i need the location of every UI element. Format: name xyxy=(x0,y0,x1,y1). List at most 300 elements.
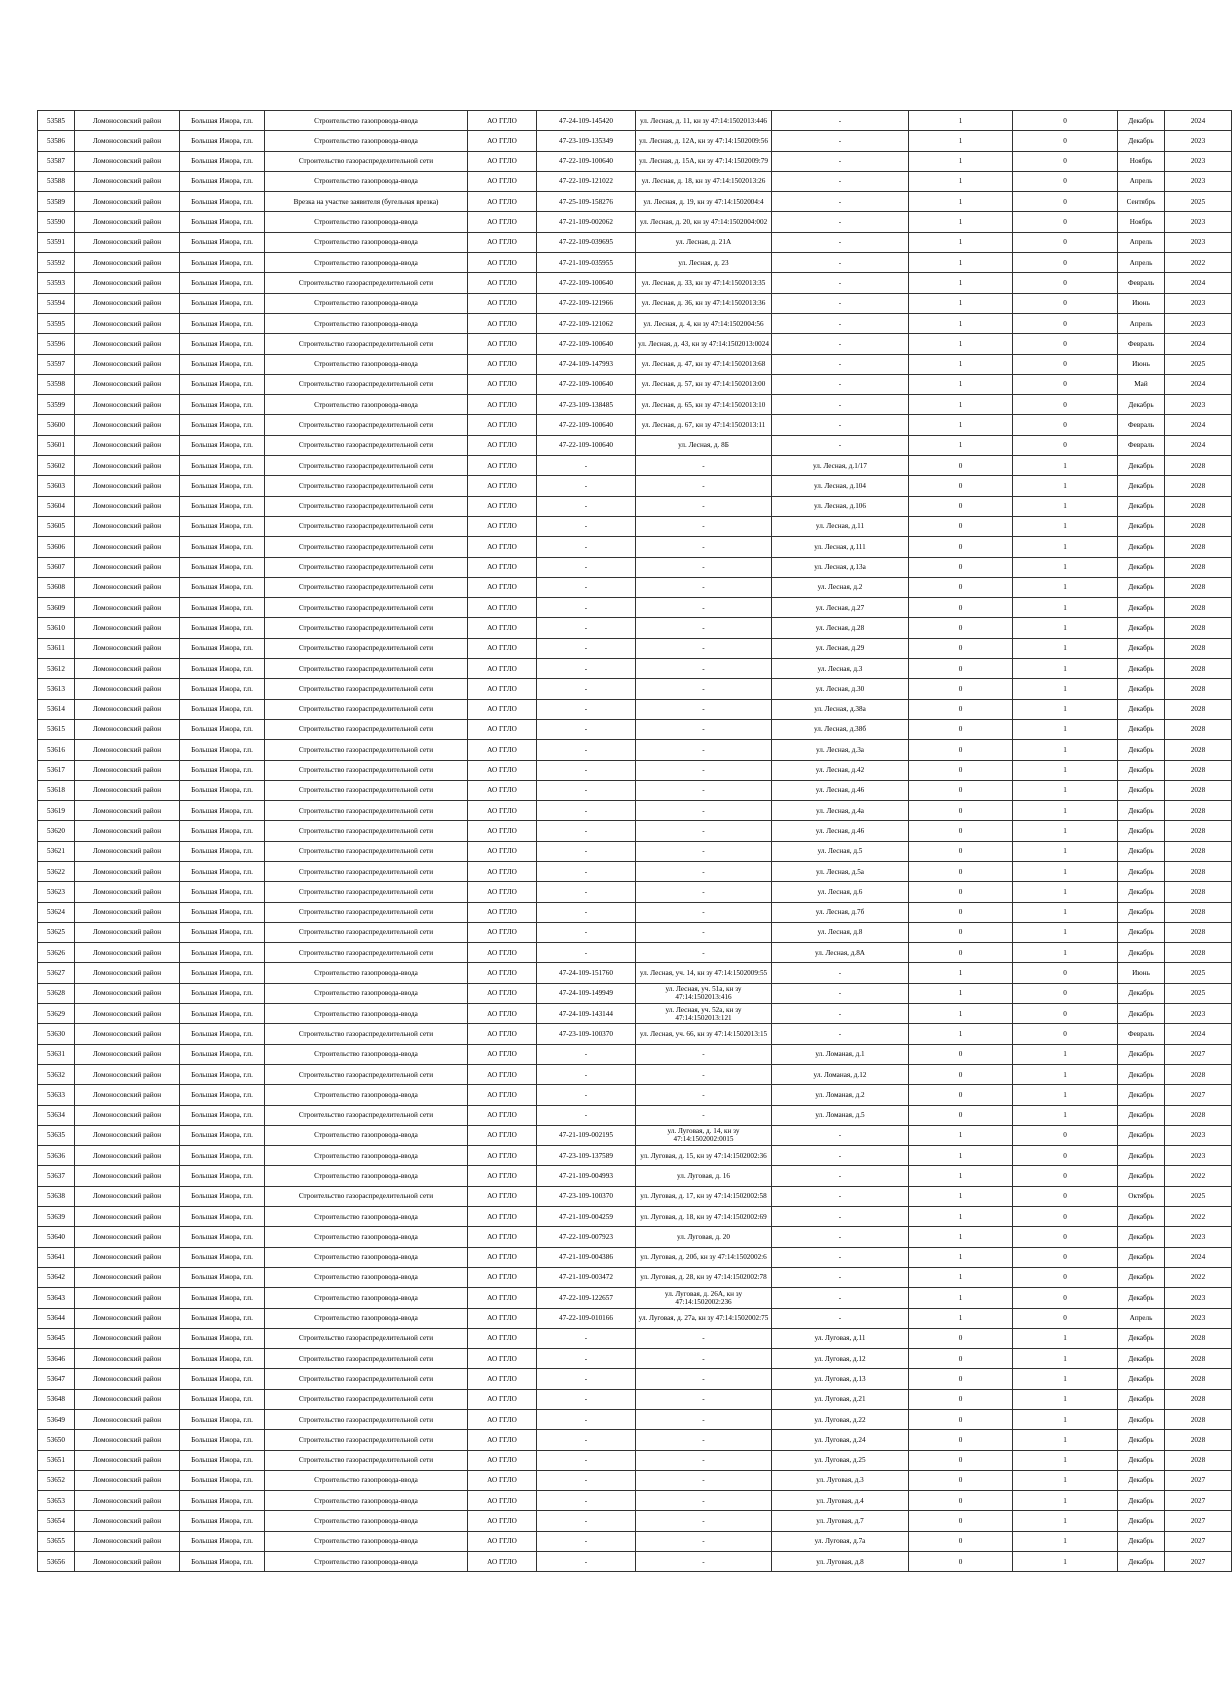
applicant-address-cell: ул. Лесная, уч. 14, кн зу 47:14:1502009:55 xyxy=(636,963,772,983)
year-cell: 2028 xyxy=(1165,1410,1232,1430)
settlement-cell: Большая Ижора, г.п. xyxy=(180,395,265,415)
work-type-cell: Строительство газопровода-ввода xyxy=(265,253,468,273)
object-address-cell: - xyxy=(772,293,909,313)
year-cell: 2028 xyxy=(1165,699,1232,719)
table-row xyxy=(38,882,1232,902)
contract-number-cell: - xyxy=(537,1044,636,1064)
object-address-cell: - xyxy=(772,273,909,293)
row-number-cell: 53638 xyxy=(38,1186,75,1206)
work-type-cell: Строительство газораспределительной сети xyxy=(265,415,468,435)
settlement-cell: Большая Ижора, г.п. xyxy=(180,111,265,131)
object-address-cell: - xyxy=(772,1004,909,1024)
contract-number-cell: - xyxy=(537,1470,636,1490)
organization-cell: АО ГГЛО xyxy=(468,1186,537,1206)
contract-flag-cell: 1 xyxy=(909,212,1013,232)
contract-number-cell: 47-21-109-003472 xyxy=(537,1267,636,1287)
object-address-cell: ул. Лесная, д.1/17 xyxy=(772,456,909,476)
plan-flag-cell: 1 xyxy=(1013,1085,1118,1105)
plan-flag-cell: 0 xyxy=(1013,963,1118,983)
contract-number-cell: - xyxy=(537,699,636,719)
work-type-cell: Строительство газораспределительной сети xyxy=(265,618,468,638)
plan-flag-cell: 1 xyxy=(1013,679,1118,699)
settlement-cell: Большая Ижора, г.п. xyxy=(180,435,265,455)
district-cell: Ломоносовский район xyxy=(75,1531,180,1551)
plan-flag-cell: 0 xyxy=(1013,1024,1118,1044)
month-cell: Декабрь xyxy=(1118,821,1165,841)
plan-flag-cell: 1 xyxy=(1013,557,1118,577)
organization-cell: АО ГГЛО xyxy=(468,313,537,333)
settlement-cell: Большая Ижора, г.п. xyxy=(180,253,265,273)
row-number-cell: 53628 xyxy=(38,983,75,1003)
plan-flag-cell: 0 xyxy=(1013,192,1118,212)
applicant-address-cell: ул. Лесная, д. 23 xyxy=(636,253,772,273)
plan-flag-cell: 1 xyxy=(1013,740,1118,760)
applicant-address-cell: ул. Лесная, д. 36, кн зу 47:14:1502013:36 xyxy=(636,293,772,313)
organization-cell: АО ГГЛО xyxy=(468,801,537,821)
settlement-cell: Большая Ижора, г.п. xyxy=(180,1328,265,1348)
table-row xyxy=(38,679,1232,699)
work-type-cell: Строительство газораспределительной сети xyxy=(265,1450,468,1470)
district-cell: Ломоносовский район xyxy=(75,476,180,496)
district-cell: Ломоносовский район xyxy=(75,313,180,333)
contract-number-cell: 47-22-109-100640 xyxy=(537,273,636,293)
district-cell: Ломоносовский район xyxy=(75,577,180,597)
month-cell: Декабрь xyxy=(1118,1389,1165,1409)
applicant-address-cell: - xyxy=(636,516,772,536)
plan-flag-cell: 0 xyxy=(1013,232,1118,252)
work-type-cell: Строительство газопровода-ввода xyxy=(265,212,468,232)
settlement-cell: Большая Ижора, г.п. xyxy=(180,1511,265,1531)
contract-flag-cell: 1 xyxy=(909,171,1013,191)
month-cell: Декабрь xyxy=(1118,1004,1165,1024)
month-cell: Декабрь xyxy=(1118,719,1165,739)
row-number-cell: 53592 xyxy=(38,253,75,273)
contract-flag-cell: 0 xyxy=(909,598,1013,618)
object-address-cell: ул. Лесная, д.13а xyxy=(772,557,909,577)
settlement-cell: Большая Ижора, г.п. xyxy=(180,1369,265,1389)
settlement-cell: Большая Ижора, г.п. xyxy=(180,922,265,942)
organization-cell: АО ГГЛО xyxy=(468,638,537,658)
table-row xyxy=(38,131,1232,151)
settlement-cell: Большая Ижора, г.п. xyxy=(180,557,265,577)
work-type-cell: Строительство газопровода-ввода xyxy=(265,1552,468,1572)
applicant-address-cell: - xyxy=(636,841,772,861)
district-cell: Ломоносовский район xyxy=(75,192,180,212)
month-cell: Июнь xyxy=(1118,354,1165,374)
applicant-address-cell: - xyxy=(636,902,772,922)
contract-flag-cell: 0 xyxy=(909,943,1013,963)
plan-flag-cell: 0 xyxy=(1013,1267,1118,1287)
table-row xyxy=(38,192,1232,212)
applicant-address-cell: - xyxy=(636,1491,772,1511)
table-row xyxy=(38,922,1232,942)
table-row xyxy=(38,1511,1232,1531)
object-address-cell: - xyxy=(772,415,909,435)
applicant-address-cell: ул. Лесная, д. 15А, кн зу 47:14:1502009:79 xyxy=(636,151,772,171)
row-number-cell: 53593 xyxy=(38,273,75,293)
contract-flag-cell: 0 xyxy=(909,841,1013,861)
organization-cell: АО ГГЛО xyxy=(468,1349,537,1369)
row-number-cell: 53586 xyxy=(38,131,75,151)
applicant-address-cell: - xyxy=(636,557,772,577)
table-row xyxy=(38,273,1232,293)
applicant-address-cell: - xyxy=(636,801,772,821)
row-number-cell: 53621 xyxy=(38,841,75,861)
settlement-cell: Большая Ижора, г.п. xyxy=(180,1044,265,1064)
object-address-cell: - xyxy=(772,1024,909,1044)
month-cell: Февраль xyxy=(1118,273,1165,293)
contract-number-cell: 47-24-109-143144 xyxy=(537,1004,636,1024)
work-type-cell: Врезка на участке заявителя (бугельная врезка) xyxy=(265,192,468,212)
applicant-address-cell: ул. Лесная, д. 67, кн зу 47:14:1502013:11 xyxy=(636,415,772,435)
table-row xyxy=(38,1349,1232,1369)
plan-flag-cell: 1 xyxy=(1013,861,1118,881)
contract-number-cell: - xyxy=(537,496,636,516)
work-type-cell: Строительство газораспределительной сети xyxy=(265,679,468,699)
plan-flag-cell: 1 xyxy=(1013,516,1118,536)
month-cell: Декабрь xyxy=(1118,1207,1165,1227)
plan-flag-cell: 0 xyxy=(1013,334,1118,354)
object-address-cell: ул. Луговая, д.25 xyxy=(772,1450,909,1470)
work-type-cell: Строительство газопровода-ввода xyxy=(265,354,468,374)
work-type-cell: Строительство газораспределительной сети xyxy=(265,1024,468,1044)
year-cell: 2023 xyxy=(1165,232,1232,252)
month-cell: Июнь xyxy=(1118,963,1165,983)
year-cell: 2024 xyxy=(1165,415,1232,435)
object-address-cell: ул. Лесная, д.8 xyxy=(772,922,909,942)
applicant-address-cell: ул. Лесная, д. 20, кн зу 47:14:1502004:002 xyxy=(636,212,772,232)
table-row xyxy=(38,496,1232,516)
year-cell: 2028 xyxy=(1165,719,1232,739)
year-cell: 2028 xyxy=(1165,659,1232,679)
work-type-cell: Строительство газораспределительной сети xyxy=(265,882,468,902)
object-address-cell: ул. Луговая, д.13 xyxy=(772,1369,909,1389)
settlement-cell: Большая Ижора, г.п. xyxy=(180,1470,265,1490)
contract-flag-cell: 0 xyxy=(909,577,1013,597)
applicant-address-cell: ул. Лесная, д. 4, кн зу 47:14:1502004:56 xyxy=(636,313,772,333)
contract-number-cell: 47-22-109-100640 xyxy=(537,334,636,354)
row-number-cell: 53601 xyxy=(38,435,75,455)
row-number-cell: 53654 xyxy=(38,1511,75,1531)
year-cell: 2025 xyxy=(1165,354,1232,374)
contract-flag-cell: 1 xyxy=(909,273,1013,293)
district-cell: Ломоносовский район xyxy=(75,821,180,841)
district-cell: Ломоносовский район xyxy=(75,171,180,191)
row-number-cell: 53647 xyxy=(38,1369,75,1389)
organization-cell: АО ГГЛО xyxy=(468,1125,537,1145)
row-number-cell: 53608 xyxy=(38,577,75,597)
work-type-cell: Строительство газопровода-ввода xyxy=(265,1125,468,1145)
settlement-cell: Большая Ижора, г.п. xyxy=(180,1410,265,1430)
year-cell: 2024 xyxy=(1165,1024,1232,1044)
contract-flag-cell: 0 xyxy=(909,537,1013,557)
work-type-cell: Строительство газораспределительной сети xyxy=(265,516,468,536)
work-type-cell: Строительство газораспределительной сети xyxy=(265,760,468,780)
table-row xyxy=(38,740,1232,760)
settlement-cell: Большая Ижора, г.п. xyxy=(180,659,265,679)
settlement-cell: Большая Ижора, г.п. xyxy=(180,1552,265,1572)
plan-flag-cell: 1 xyxy=(1013,902,1118,922)
plan-flag-cell: 0 xyxy=(1013,131,1118,151)
contract-number-cell: - xyxy=(537,922,636,942)
district-cell: Ломоносовский район xyxy=(75,1389,180,1409)
object-address-cell: - xyxy=(772,151,909,171)
table-row xyxy=(38,841,1232,861)
object-address-cell: ул. Лесная, д.106 xyxy=(772,496,909,516)
month-cell: Декабрь xyxy=(1118,679,1165,699)
row-number-cell: 53646 xyxy=(38,1349,75,1369)
month-cell: Декабрь xyxy=(1118,131,1165,151)
settlement-cell: Большая Ижора, г.п. xyxy=(180,780,265,800)
organization-cell: АО ГГЛО xyxy=(468,334,537,354)
row-number-cell: 53594 xyxy=(38,293,75,313)
contract-number-cell: - xyxy=(537,1531,636,1551)
contract-flag-cell: 1 xyxy=(909,354,1013,374)
work-type-cell: Строительство газораспределительной сети xyxy=(265,537,468,557)
plan-flag-cell: 1 xyxy=(1013,1389,1118,1409)
work-type-cell: Строительство газораспределительной сети xyxy=(265,598,468,618)
settlement-cell: Большая Ижора, г.п. xyxy=(180,456,265,476)
work-type-cell: Строительство газораспределительной сети xyxy=(265,943,468,963)
contract-flag-cell: 0 xyxy=(909,638,1013,658)
contract-number-cell: 47-23-109-138485 xyxy=(537,395,636,415)
contract-flag-cell: 1 xyxy=(909,1146,1013,1166)
object-address-cell: ул. Луговая, д.24 xyxy=(772,1430,909,1450)
object-address-cell: - xyxy=(772,395,909,415)
row-number-cell: 53649 xyxy=(38,1410,75,1430)
table-row xyxy=(38,943,1232,963)
settlement-cell: Большая Ижора, г.п. xyxy=(180,598,265,618)
table-row xyxy=(38,1207,1232,1227)
organization-cell: АО ГГЛО xyxy=(468,516,537,536)
organization-cell: АО ГГЛО xyxy=(468,1247,537,1267)
organization-cell: АО ГГЛО xyxy=(468,131,537,151)
contract-number-cell: 47-22-109-007923 xyxy=(537,1227,636,1247)
contract-flag-cell: 1 xyxy=(909,111,1013,131)
district-cell: Ломоносовский район xyxy=(75,1430,180,1450)
contract-flag-cell: 0 xyxy=(909,1369,1013,1389)
table-row xyxy=(38,1430,1232,1450)
month-cell: Декабрь xyxy=(1118,1470,1165,1490)
year-cell: 2023 xyxy=(1165,1288,1232,1308)
object-address-cell: ул. Лесная, д.46 xyxy=(772,780,909,800)
organization-cell: АО ГГЛО xyxy=(468,963,537,983)
settlement-cell: Большая Ижора, г.п. xyxy=(180,801,265,821)
plan-flag-cell: 0 xyxy=(1013,983,1118,1003)
object-address-cell: - xyxy=(772,1166,909,1186)
work-type-cell: Строительство газораспределительной сети xyxy=(265,456,468,476)
year-cell: 2028 xyxy=(1165,861,1232,881)
year-cell: 2025 xyxy=(1165,192,1232,212)
object-address-cell: ул. Лесная, д.7б xyxy=(772,902,909,922)
plan-flag-cell: 1 xyxy=(1013,801,1118,821)
month-cell: Декабрь xyxy=(1118,1085,1165,1105)
object-address-cell: ул. Лесная, д.38а xyxy=(772,699,909,719)
applicant-address-cell: - xyxy=(636,1085,772,1105)
settlement-cell: Большая Ижора, г.п. xyxy=(180,232,265,252)
contract-flag-cell: 1 xyxy=(909,151,1013,171)
month-cell: Декабрь xyxy=(1118,922,1165,942)
object-address-cell: ул. Лесная, д.28 xyxy=(772,618,909,638)
applicant-address-cell: ул. Лесная, д. 33, кн зу 47:14:1502013:35 xyxy=(636,273,772,293)
settlement-cell: Большая Ижора, г.п. xyxy=(180,902,265,922)
settlement-cell: Большая Ижора, г.п. xyxy=(180,354,265,374)
month-cell: Декабрь xyxy=(1118,1288,1165,1308)
table-row xyxy=(38,151,1232,171)
contract-number-cell: - xyxy=(537,1552,636,1572)
organization-cell: АО ГГЛО xyxy=(468,1085,537,1105)
contract-number-cell: - xyxy=(537,1389,636,1409)
contract-number-cell: 47-24-109-147993 xyxy=(537,354,636,374)
applicant-address-cell: ул. Лесная, уч. 52а, кн зу 47:14:1502013:121 xyxy=(636,1004,772,1024)
table-row xyxy=(38,374,1232,394)
row-number-cell: 53630 xyxy=(38,1024,75,1044)
contract-number-cell: - xyxy=(537,679,636,699)
table-row xyxy=(38,557,1232,577)
organization-cell: АО ГГЛО xyxy=(468,1328,537,1348)
plan-flag-cell: 0 xyxy=(1013,273,1118,293)
table-body xyxy=(38,111,1232,1572)
row-number-cell: 53585 xyxy=(38,111,75,131)
year-cell: 2028 xyxy=(1165,821,1232,841)
month-cell: Ноябрь xyxy=(1118,151,1165,171)
contract-number-cell: 47-22-109-010166 xyxy=(537,1308,636,1328)
table-row xyxy=(38,638,1232,658)
applicant-address-cell: - xyxy=(636,861,772,881)
organization-cell: АО ГГЛО xyxy=(468,861,537,881)
month-cell: Сентябрь xyxy=(1118,192,1165,212)
work-type-cell: Строительство газораспределительной сети xyxy=(265,1186,468,1206)
contract-number-cell: 47-23-109-100370 xyxy=(537,1186,636,1206)
contract-flag-cell: 0 xyxy=(909,1531,1013,1551)
applicant-address-cell: - xyxy=(636,496,772,516)
plan-flag-cell: 1 xyxy=(1013,1552,1118,1572)
district-cell: Ломоносовский район xyxy=(75,719,180,739)
settlement-cell: Большая Ижора, г.п. xyxy=(180,861,265,881)
year-cell: 2024 xyxy=(1165,334,1232,354)
table-row xyxy=(38,456,1232,476)
district-cell: Ломоносовский район xyxy=(75,374,180,394)
contract-number-cell: - xyxy=(537,760,636,780)
organization-cell: АО ГГЛО xyxy=(468,577,537,597)
month-cell: Декабрь xyxy=(1118,1328,1165,1348)
settlement-cell: Большая Ижора, г.п. xyxy=(180,374,265,394)
month-cell: Декабрь xyxy=(1118,1267,1165,1287)
year-cell: 2025 xyxy=(1165,983,1232,1003)
object-address-cell: - xyxy=(772,983,909,1003)
table-row xyxy=(38,1166,1232,1186)
settlement-cell: Большая Ижора, г.п. xyxy=(180,1491,265,1511)
organization-cell: АО ГГЛО xyxy=(468,1389,537,1409)
settlement-cell: Большая Ижора, г.п. xyxy=(180,273,265,293)
contract-flag-cell: 0 xyxy=(909,618,1013,638)
settlement-cell: Большая Ижора, г.п. xyxy=(180,1288,265,1308)
applicant-address-cell: ул. Лесная, д. 21А xyxy=(636,232,772,252)
row-number-cell: 53624 xyxy=(38,902,75,922)
object-address-cell: ул. Лесная, д.30 xyxy=(772,679,909,699)
organization-cell: АО ГГЛО xyxy=(468,1470,537,1490)
district-cell: Ломоносовский район xyxy=(75,902,180,922)
year-cell: 2027 xyxy=(1165,1470,1232,1490)
applicant-address-cell: - xyxy=(636,1328,772,1348)
organization-cell: АО ГГЛО xyxy=(468,922,537,942)
month-cell: Декабрь xyxy=(1118,1491,1165,1511)
month-cell: Декабрь xyxy=(1118,1166,1165,1186)
object-address-cell: - xyxy=(772,111,909,131)
contract-flag-cell: 0 xyxy=(909,659,1013,679)
month-cell: Декабрь xyxy=(1118,861,1165,881)
organization-cell: АО ГГЛО xyxy=(468,760,537,780)
contract-number-cell: 47-22-109-122657 xyxy=(537,1288,636,1308)
organization-cell: АО ГГЛО xyxy=(468,902,537,922)
settlement-cell: Большая Ижора, г.п. xyxy=(180,415,265,435)
year-cell: 2023 xyxy=(1165,171,1232,191)
row-number-cell: 53596 xyxy=(38,334,75,354)
year-cell: 2023 xyxy=(1165,212,1232,232)
table-row xyxy=(38,902,1232,922)
organization-cell: АО ГГЛО xyxy=(468,1227,537,1247)
work-type-cell: Строительство газораспределительной сети xyxy=(265,577,468,597)
plan-flag-cell: 0 xyxy=(1013,151,1118,171)
month-cell: Декабрь xyxy=(1118,1552,1165,1572)
table-row xyxy=(38,232,1232,252)
month-cell: Декабрь xyxy=(1118,1125,1165,1145)
district-cell: Ломоносовский район xyxy=(75,1247,180,1267)
contract-flag-cell: 0 xyxy=(909,1085,1013,1105)
contract-flag-cell: 1 xyxy=(909,1308,1013,1328)
settlement-cell: Большая Ижора, г.п. xyxy=(180,1207,265,1227)
contract-flag-cell: 0 xyxy=(909,1491,1013,1511)
row-number-cell: 53600 xyxy=(38,415,75,435)
settlement-cell: Большая Ижора, г.п. xyxy=(180,1267,265,1287)
contract-number-cell: - xyxy=(537,1450,636,1470)
row-number-cell: 53637 xyxy=(38,1166,75,1186)
year-cell: 2028 xyxy=(1165,780,1232,800)
work-type-cell: Строительство газораспределительной сети xyxy=(265,821,468,841)
organization-cell: АО ГГЛО xyxy=(468,476,537,496)
contract-number-cell: 47-24-109-151760 xyxy=(537,963,636,983)
year-cell: 2028 xyxy=(1165,679,1232,699)
year-cell: 2022 xyxy=(1165,253,1232,273)
table-row xyxy=(38,719,1232,739)
district-cell: Ломоносовский район xyxy=(75,435,180,455)
applicant-address-cell: - xyxy=(636,1552,772,1572)
plan-flag-cell: 1 xyxy=(1013,496,1118,516)
applicant-address-cell: ул. Луговая, д. 20б, кн зу 47:14:1502002:6 xyxy=(636,1247,772,1267)
contract-number-cell: - xyxy=(537,841,636,861)
year-cell: 2028 xyxy=(1165,740,1232,760)
organization-cell: АО ГГЛО xyxy=(468,456,537,476)
work-type-cell: Строительство газораспределительной сети xyxy=(265,273,468,293)
year-cell: 2024 xyxy=(1165,435,1232,455)
applicant-address-cell: - xyxy=(636,577,772,597)
work-type-cell: Строительство газораспределительной сети xyxy=(265,1389,468,1409)
table-row xyxy=(38,1328,1232,1348)
settlement-cell: Большая Ижора, г.п. xyxy=(180,618,265,638)
object-address-cell: - xyxy=(772,354,909,374)
work-type-cell: Строительство газопровода-ввода xyxy=(265,171,468,191)
applicant-address-cell: ул. Луговая, д. 14, кн зу 47:14:1502002:0015 xyxy=(636,1125,772,1145)
year-cell: 2023 xyxy=(1165,1146,1232,1166)
settlement-cell: Большая Ижора, г.п. xyxy=(180,334,265,354)
contract-number-cell: 47-22-109-100640 xyxy=(537,151,636,171)
work-type-cell: Строительство газопровода-ввода xyxy=(265,1166,468,1186)
contract-flag-cell: 1 xyxy=(909,313,1013,333)
plan-flag-cell: 1 xyxy=(1013,1105,1118,1125)
contract-number-cell: - xyxy=(537,557,636,577)
district-cell: Ломоносовский район xyxy=(75,334,180,354)
row-number-cell: 53590 xyxy=(38,212,75,232)
